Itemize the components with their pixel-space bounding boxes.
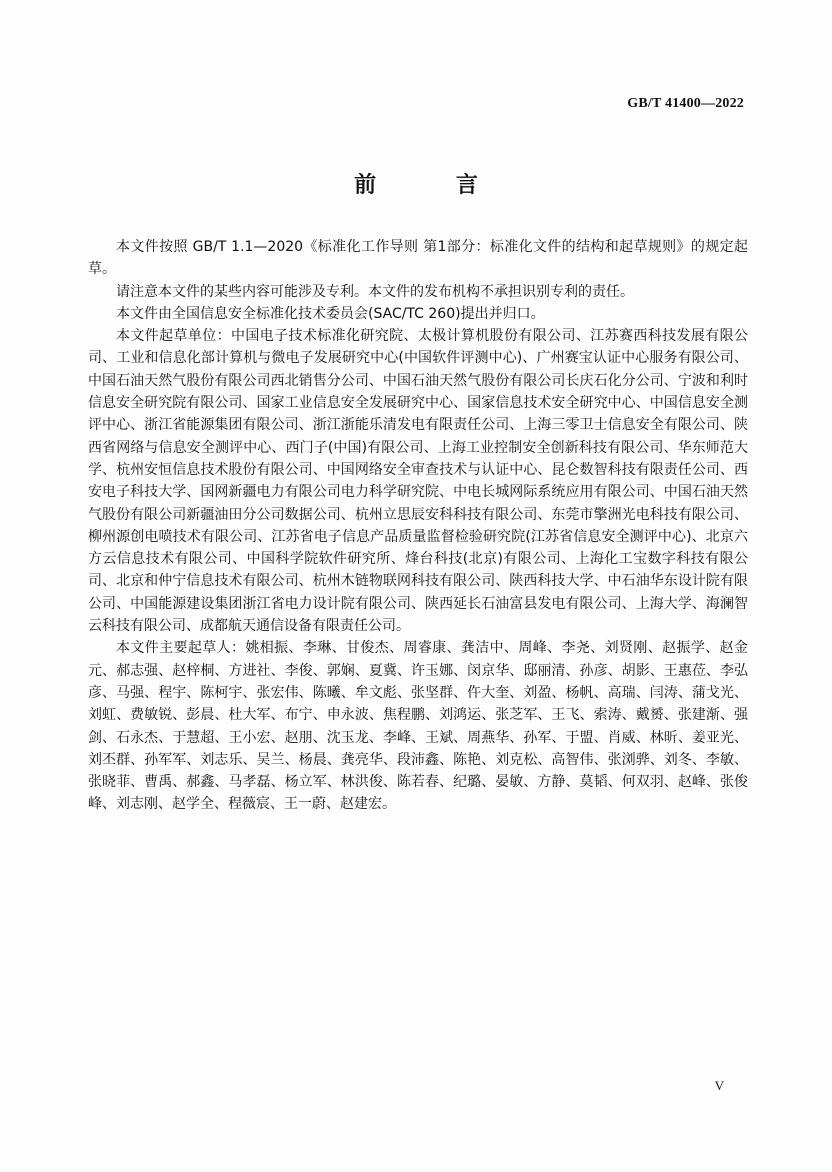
page-number: V bbox=[714, 1078, 724, 1093]
paragraph-drafting-rules: 本文件按照 GB/T 1.1—2020《标准化工作导则 第1部分：标准化文件的结构和起草规则》的规定起草。 bbox=[88, 239, 748, 278]
paragraph-main-drafters: 本文件主要起草人：姚相振、李琳、甘俊杰、周睿康、龚洁中、周峰、李尧、刘贤刚、赵振学、赵金元、郝志强、赵梓桐、方进社、李俊、郭娴、夏冀、许玉娜、闵京华、邸丽清、孙彦、胡影、王惠莅、李弘彦、马强、程宇、陈柯宇、张宏伟、陈曦、牟文彪、张坚群、仵大奎、刘盈、杨帆、高瑞、闫涛、蒲戈光、刘虹、费敏锐、彭晨、杜大军、布宁、申永波、焦程鹏、刘鸿运、张芝军、王飞、索涛、戴赟、张建渐、强剑、石永杰、于慧超、王小宏、赵朋、沈玉龙、李峰、王斌、周燕华、孙军、于盟、肖威、林昕、姜亚光、刘丕群、孙军军、刘志乐、吴兰、杨晨、龚亮华、段沛鑫、陈艳、刘克松、高智伟、张浏骅、刘冬、李敏、张晓菲、曹禹、郝鑫、马孝磊、杨立军、林洪俊、陈若春、纪璐、晏敏、方静、莫韬、何双羽、赵峰、张俊峰、刘志刚、赵学全、程薇宸、王一蔚、赵建宏。 bbox=[88, 640, 748, 813]
preface-body bbox=[88, 236, 748, 816]
paragraph-proposer: 本文件由全国信息安全标准化技术委员会(SAC/TC 260)提出并归口。 bbox=[116, 305, 545, 322]
standard-code: GB/T 41400—2022 bbox=[627, 96, 744, 111]
paragraph-patent-notice: 请注意本文件的某些内容可能涉及专利。本文件的发布机构不承担识别专利的责任。 bbox=[116, 283, 634, 300]
paragraph-drafting-units: 本文件起草单位：中国电子技术标准化研究院、太极计算机股份有限公司、江苏赛西科技发展有限公司、工业和信息化部计算机与微电子发展研究中心(中国软件评测中心)、广州赛宝认证中心服务有限公司、中国石油天然气股份有限公司西北销售分公司、中国石油天然气股份有限公司长庆石化分公司、宁波和利时信息安全研究院有限公司、国家工业信息安全发展研究中心、国家信息技术安全研究中心、中国信息安全测评中心、浙江省能源集团有限公司、浙江浙能乐清发电有限责任公司、上海三零卫士信息安全有限公司、陕西省网络与信息安全测评中心、西门子(中国)有限公司、上海工业控制安全创新科技有限公司、华东师范大学、杭州安恒信息技术股份有限公司、中国网络安全审查技术与认证中心、昆仑数智科技有限责任公司、西安电子科技大学、国网新疆电力有限公司电力科学研究院、中电长城网际系统应用有限公司、中国石油天然气股份有限公司新疆油田分公司数据公司、杭州立思辰安科科技有限公司、东莞市擎洲光电科技有限公司、柳州源创电喷技术有限公司、江苏省电子信息产品质量监督检验研究院(江苏省信息安全测评中心)、北京六方云信息技术有限公司、中国科学院软件研究所、烽台科技(北京)有限公司、上海化工宝数字科技有限公司、北京和仲宁信息技术有限公司、杭州木链物联网科技有限公司、陕西科技大学、中石油华东设计院有限公司、中国能源建设集团浙江省电力设计院有限公司、陕西延长石油富县发电有限公司、上海大学、海澜智云科技有限公司、成都航天通信设备有限责任公司。 bbox=[88, 328, 748, 635]
page-title: 前 言 bbox=[354, 173, 514, 198]
